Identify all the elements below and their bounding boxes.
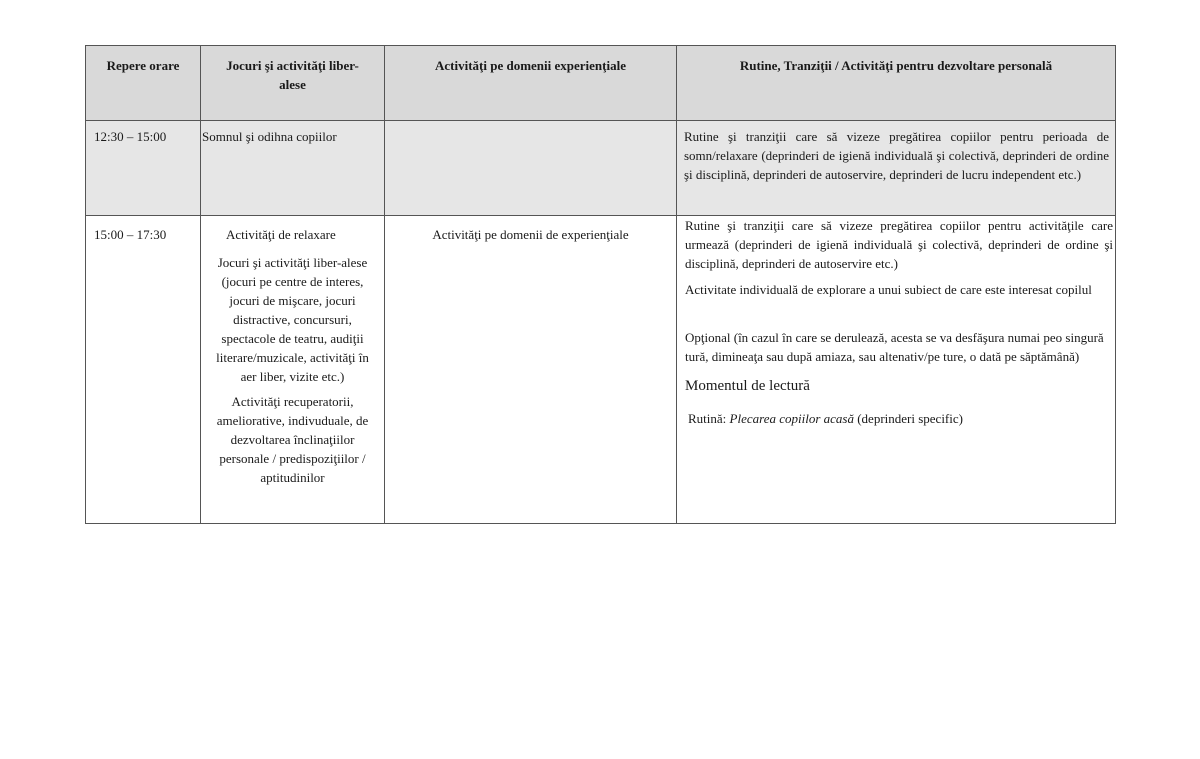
domenii-cell: Activităţi pe domenii de experienţiale bbox=[385, 216, 677, 524]
domenii-cell bbox=[385, 121, 677, 216]
optional-paragraph: Opţional (în cazul în care se derulează, acesta se va desfăşura numai peo singură tură, dimineaţa sau după amiaza, sau altenativ/pe ture, o dată pe săptămână) bbox=[685, 330, 1104, 364]
jocuri-cell bbox=[201, 216, 385, 524]
table-row bbox=[86, 216, 1116, 524]
rutina-label: Rutină: bbox=[688, 411, 730, 426]
daily-schedule-table bbox=[85, 45, 1116, 524]
rutine-cell bbox=[677, 216, 1116, 524]
rutina-italic: Plecarea copiilor acasă bbox=[729, 411, 854, 426]
jocuri-detalii: (jocuri pe centre de interes, jocuri de mişcare, jocuri distractive, concursuri, spectacole de teatru, audiţii literare/muzicale, activităţi în aer liber, vizite etc.) bbox=[216, 274, 369, 384]
activitati-recuperatorii: Activităţi recuperatorii, ameliorative, indivuduale, de dezvoltarea înclinaţiilor personale / predispoziţiilor / aptitudinilor bbox=[216, 394, 369, 485]
jocuri-cell: Somnul şi odihna copiilor bbox=[201, 121, 385, 216]
table-row bbox=[86, 121, 1116, 216]
rutine-cell: Rutine şi tranziţii care să vizeze pregătirea copiilor pentru perioada de somn/relaxare (deprinderi de igienă individuală şi colectivă, deprinderi de ordine şi disciplină, deprinderi de autoservire, deprinderi de lucru independent etc.) bbox=[677, 121, 1116, 216]
jocuri-liber-alese: Jocuri şi activităţi liber-alese bbox=[217, 255, 368, 270]
header-jocuri: Jocuri şi activităţi liber-alese bbox=[201, 46, 385, 121]
time-cell: 12:30 – 15:00 bbox=[86, 121, 201, 216]
header-rutine: Rutine, Tranziţii / Activităţi pentru dezvoltare personală bbox=[677, 46, 1116, 121]
header-repere-orare: Repere orare bbox=[86, 46, 201, 121]
explorare-paragraph: Activitate individuală de explorare a unui subiect de care este interesat copilul bbox=[685, 282, 1092, 297]
momentul-de-lectura: Momentul de lectură bbox=[685, 378, 810, 394]
table-header-row bbox=[86, 46, 1116, 121]
time-cell: 15:00 – 17:30 bbox=[86, 216, 201, 524]
activitati-relaxare: Activităţi de relaxare bbox=[226, 227, 336, 242]
rutina-suffix: (deprinderi specific) bbox=[853, 411, 963, 426]
rutina-plecare bbox=[685, 409, 1113, 428]
rutine-paragraph: Rutine şi tranziţii care să vizeze pregătirea copiilor pentru activităţile care urmează (deprinderi de igienă individuală şi colectivă, deprinderi de ordine şi disciplină, deprinderi de autoservire etc.) bbox=[685, 218, 1113, 271]
header-domenii: Activităţi pe domenii experienţiale bbox=[385, 46, 677, 121]
